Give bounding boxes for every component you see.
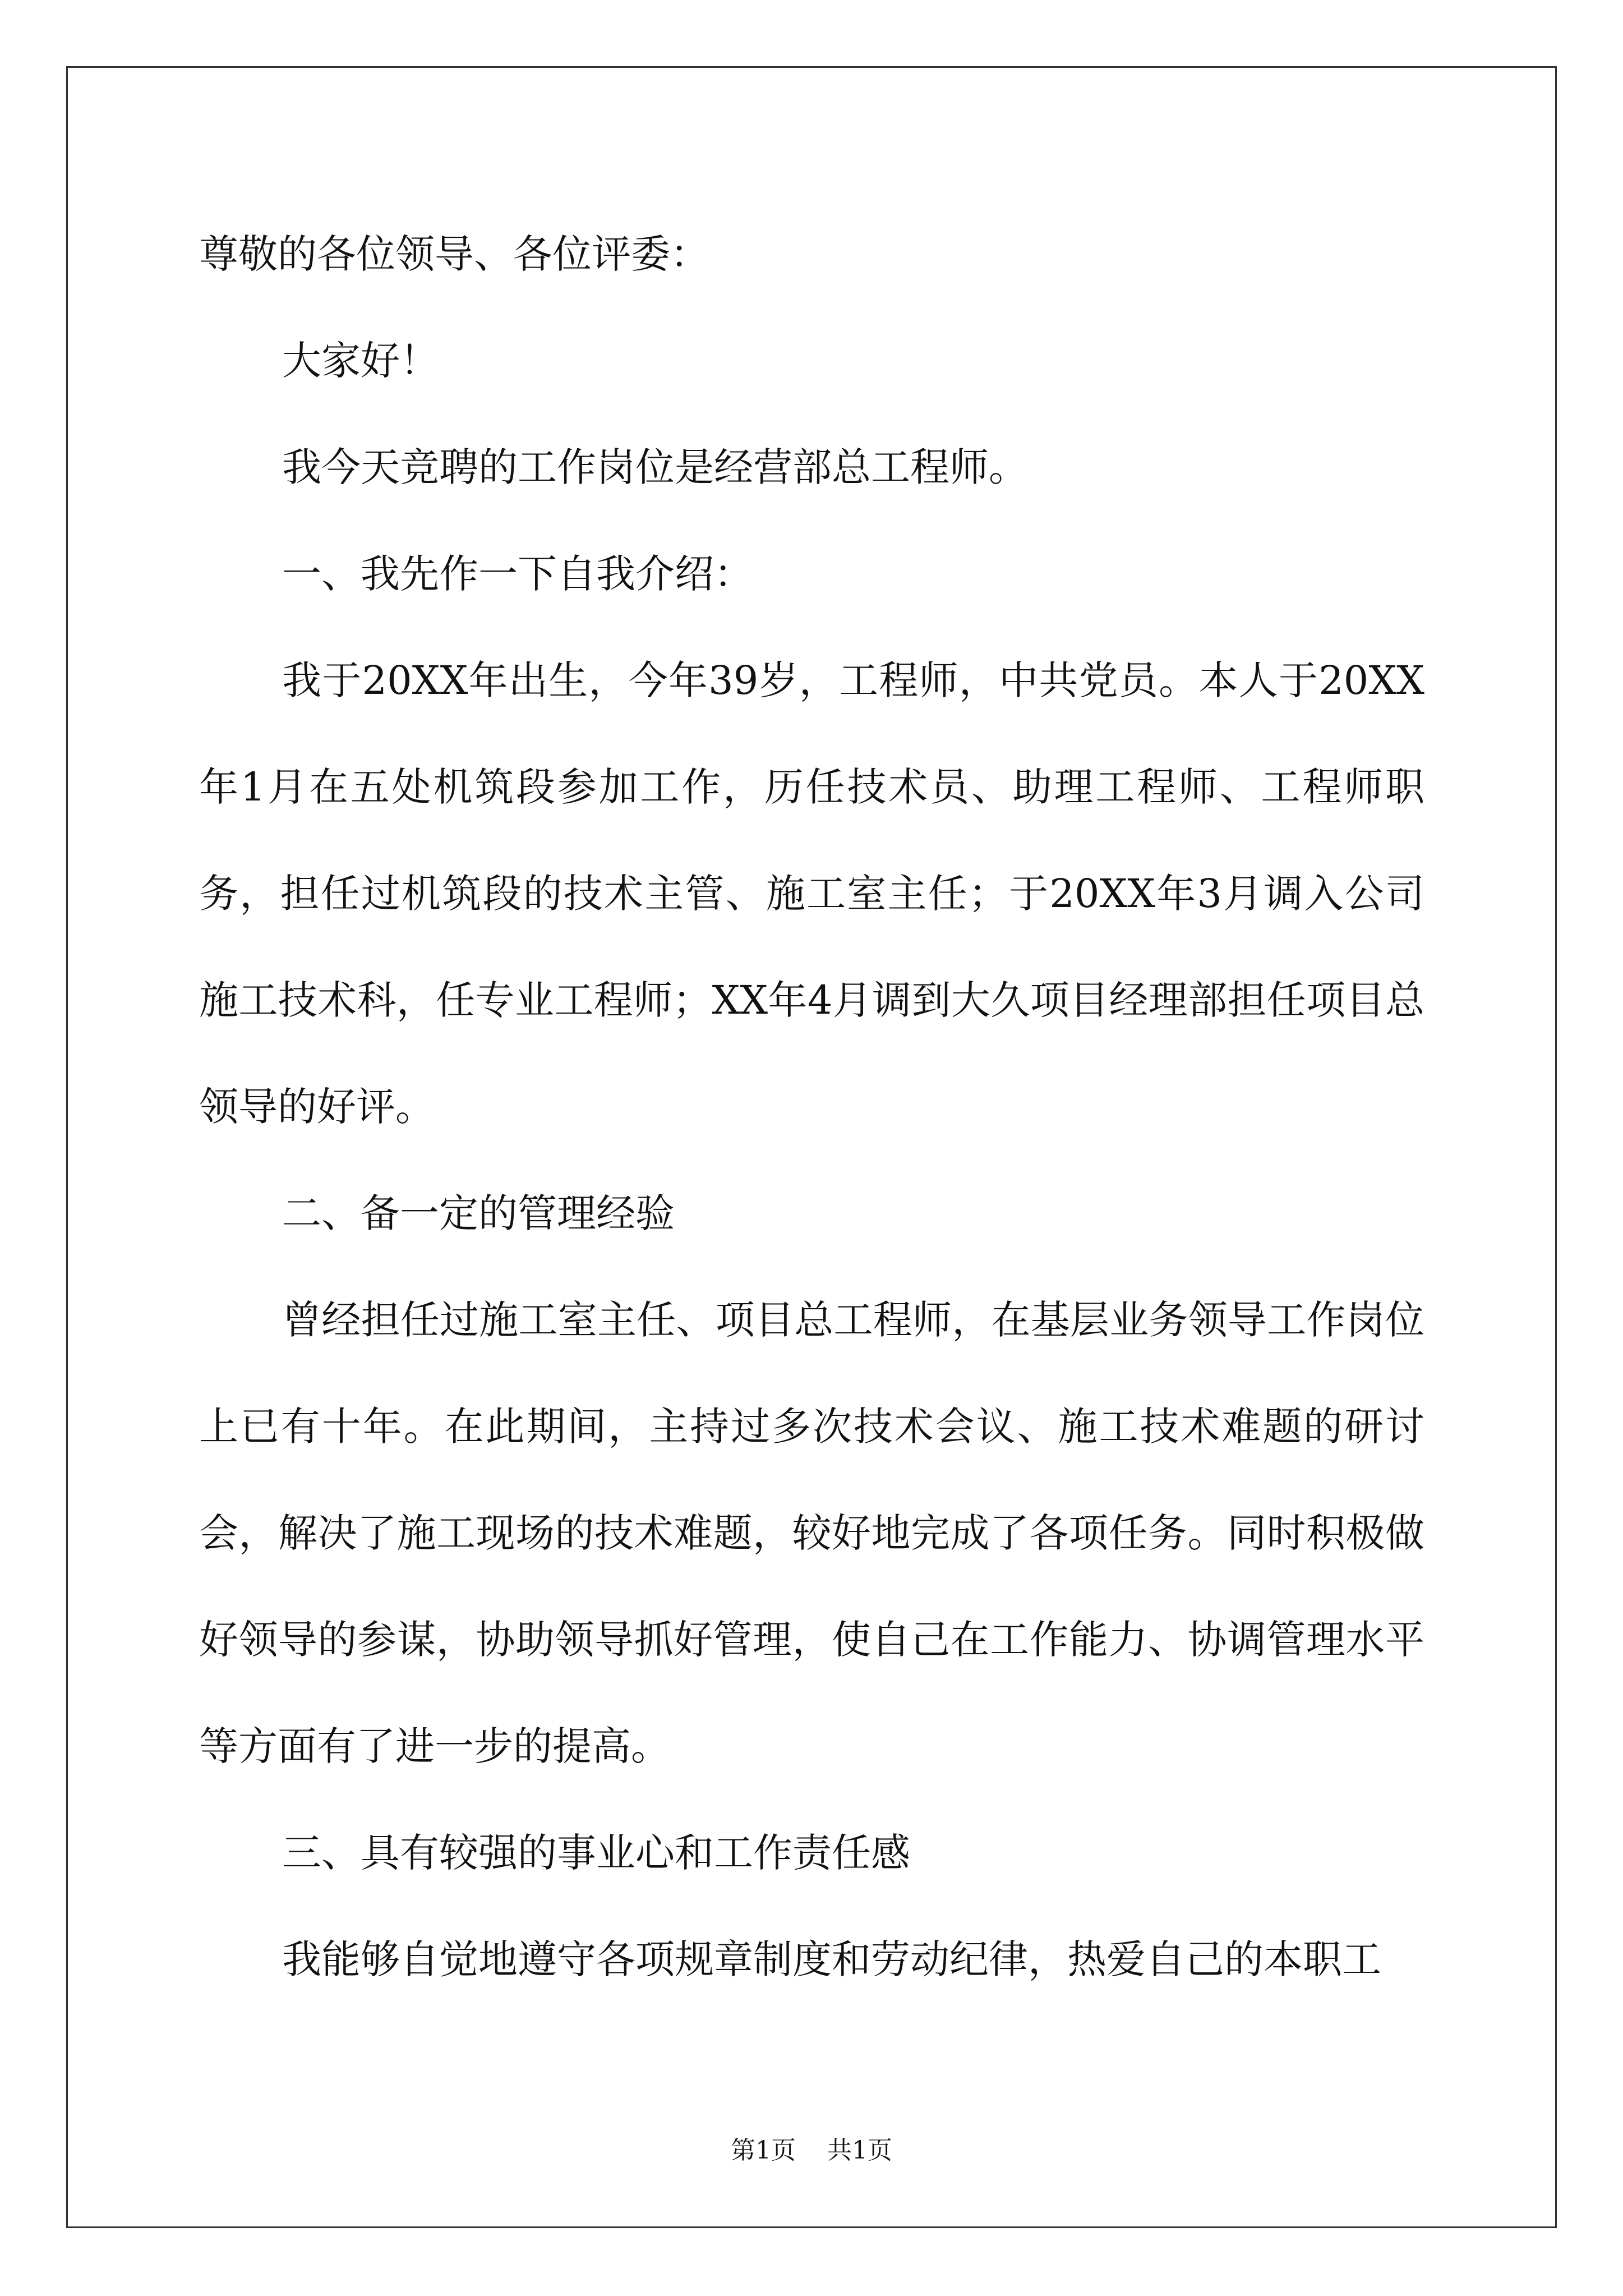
paragraph-experience: 曾经担任过施工室主任、项目总工程师，在基层业务领导工作岗位上已有十年。在此期间，主持过多次技术会议、施工技术难题的研讨会，解决了施工现场的技术难题，较好地完成了各项任务。同时积极做好领导的参谋，协助领导抓好管理，使自己在工作能力、协调管理水平等方面有了进一步的提高。 xyxy=(199,1297,1424,1769)
document-body xyxy=(199,201,1424,2013)
salutation: 尊敬的各位领导、各位评委： xyxy=(199,231,709,277)
paragraph-position: 我今天竞聘的工作岗位是经营部总工程师。 xyxy=(282,444,1028,490)
greeting: 大家好！ xyxy=(282,338,439,384)
paragraph-responsibility: 我能够自觉地遵守各项规章制度和劳动纪律，热爱自己的本职工 xyxy=(282,1936,1381,1982)
section-heading-3: 三、具有较强的事业心和工作责任感 xyxy=(282,1830,910,1876)
section-heading-1: 一、我先作一下自我介绍： xyxy=(282,551,753,597)
section-heading-2: 二、备一定的管理经验 xyxy=(282,1190,675,1236)
paragraph-introduction: 我于20XX年出生，今年39岁，工程师，中共党员。本人于20XX年1月在五处机筑段参加工作，历任技术员、助理工程师、工程师职务，担任过机筑段的技术主管、施工室主任；于20XX年3月调入公司施工技术科，任专业工程师；XX年4月调到大久项目经理部担任项目总领导的好评。 xyxy=(199,657,1424,1130)
page-number-footer: 第1页 共1页 xyxy=(731,2136,892,2165)
